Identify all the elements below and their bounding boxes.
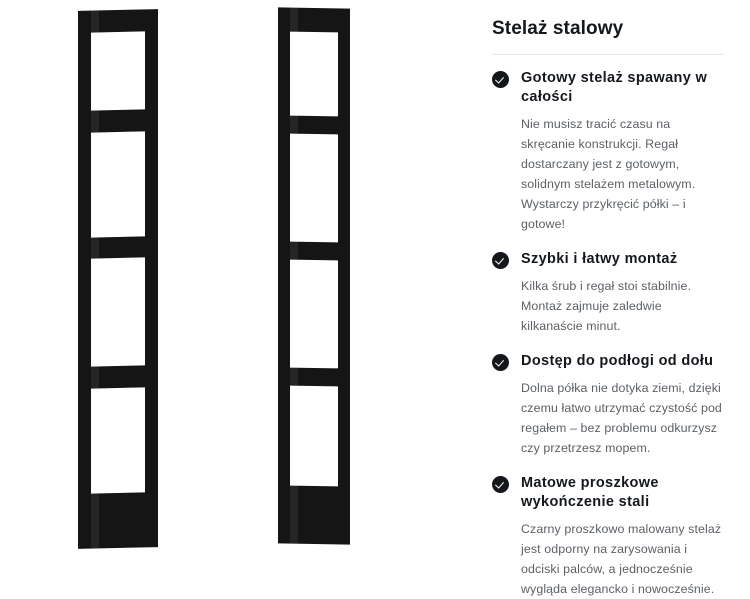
shelf-frame-left (78, 9, 158, 549)
feature-text: Nie musisz tracić czasu na skręcanie konstrukcji. Regał dostarczany jest z gotowym, solidnym stelażem metalowym. Wystarczy przykręcić półki – i gotowe! (521, 116, 696, 232)
check-circle-icon (492, 71, 509, 88)
frame-opening (91, 131, 145, 237)
frame-opening (290, 32, 338, 117)
frame-opening (91, 257, 145, 366)
feature-item (492, 474, 724, 599)
feature-text: Czarny proszkowo malowany stelaż jest odporny na zarysowania i odciski palców, a jednocześnie wygląda elegancko i nowocześnie. (521, 521, 722, 597)
check-circle-icon (492, 476, 509, 493)
feature-text: Dolna półka nie dotyka ziemi, dzięki czemu łatwo utrzymać czystość pod regałem – bez problemu odkurzysz czy przetrzesz mopem. (521, 380, 722, 455)
feature-text: Kilka śrub i regał stoi stabilnie. Montaż zajmuje zaledwie kilkanaście minut. (521, 278, 692, 334)
frame-opening (290, 260, 338, 369)
feature-item (492, 352, 724, 458)
feature-item (492, 69, 724, 234)
feature-item (492, 250, 724, 336)
check-circle-icon (492, 354, 509, 371)
frame-opening (91, 387, 145, 493)
shelf-frame-right (278, 7, 350, 544)
page-title: Stelaż stalowy (492, 18, 624, 39)
check-circle-icon (492, 252, 509, 269)
feature-heading: Matowe proszkowe wykończenie stali (521, 474, 659, 511)
feature-body (521, 250, 724, 336)
frame-opening (290, 134, 338, 243)
feature-heading: Gotowy stelaż spawany w całości (521, 70, 708, 106)
feature-heading: Szybki i łatwy montaż (521, 251, 678, 268)
feature-heading: Dostęp do podłogi od dołu (521, 353, 714, 370)
frame-opening (290, 386, 338, 487)
feature-body (521, 352, 724, 458)
frame-opening (91, 31, 145, 110)
feature-body (521, 69, 724, 234)
feature-body (521, 474, 724, 599)
title-divider (492, 54, 724, 55)
feature-panel (470, 0, 750, 597)
